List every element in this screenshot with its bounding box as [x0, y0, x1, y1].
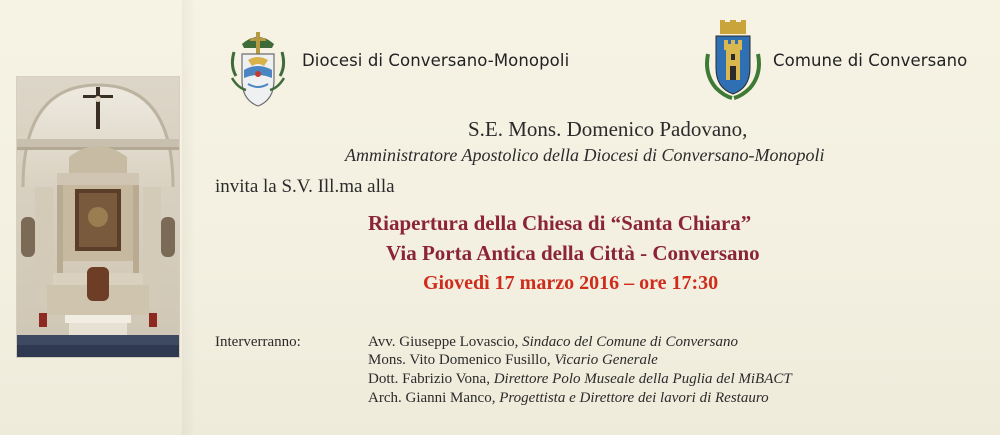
invite-text: invita la S.V. Ill.ma alla — [215, 176, 395, 197]
speaker-name: Arch. Gianni Manco, — [368, 390, 496, 406]
diocese-coat-of-arms-icon — [228, 26, 288, 110]
speaker-role: Direttore Polo Museale della Puglia del MiBACT — [493, 371, 792, 387]
speaker-role: Sindaco del Comune di Conversano — [522, 334, 738, 350]
speaker-name: Avv. Giuseppe Lovascio, — [368, 334, 519, 350]
church-interior-photo — [17, 77, 179, 357]
event-place: Via Porta Antica della Città - Conversano — [386, 241, 760, 265]
event-title: Riapertura della Chiesa di “Santa Chiara” — [368, 211, 752, 235]
speaker-name: Mons. Vito Domenico Fusillo, — [368, 352, 551, 368]
event-datetime: Giovedì 17 marzo 2016 – ore 17:30 — [423, 272, 719, 294]
speaker-line — [368, 390, 769, 407]
fold-shadow — [182, 0, 196, 435]
speaker-role: Progettista e Direttore dei lavori di Restauro — [499, 390, 769, 406]
speaker-line — [368, 371, 792, 388]
speaker-name: Dott. Fabrizio Vona, — [368, 371, 490, 387]
host-title: Amministratore Apostolico della Diocesi di Conversano-Monopoli — [345, 145, 825, 165]
host-name: S.E. Mons. Domenico Padovano, — [468, 117, 748, 141]
speaker-line — [368, 334, 738, 351]
comune-coat-of-arms-icon — [702, 18, 764, 102]
speaker-role: Vicario Generale — [554, 352, 658, 368]
diocese-name: Diocesi di Conversano-Monopoli — [302, 51, 570, 70]
comune-name: Comune di Conversano — [773, 51, 968, 70]
speaker-line — [368, 352, 658, 369]
speakers-label: Interverranno: — [215, 334, 301, 350]
